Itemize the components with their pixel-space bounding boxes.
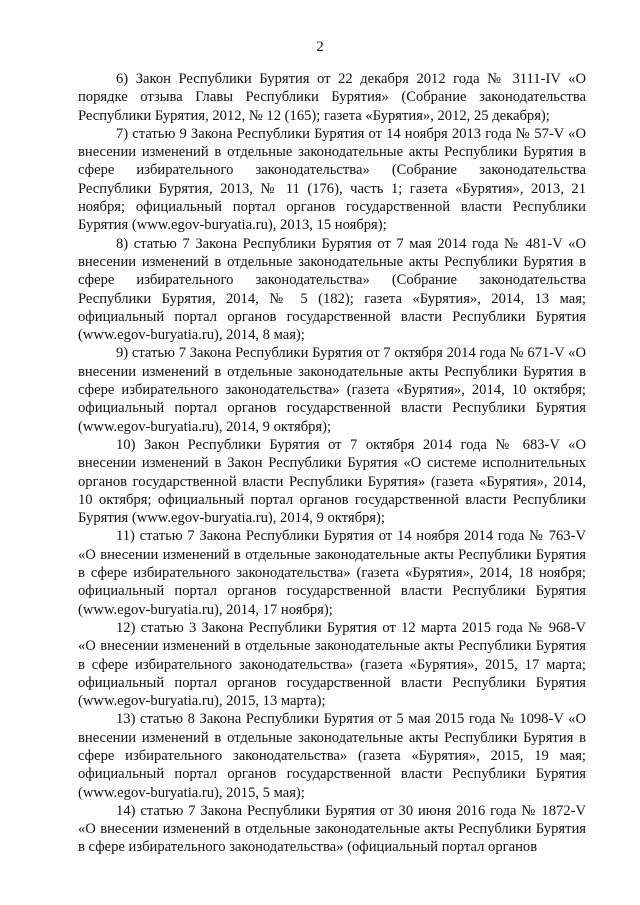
list-item-12: 12) статью 3 Закона Республики Бурятия от 12 марта 2015 года № 968-V «О внесении изменений в отдельные законодательные акты Республики Бурятия в сфере избирательного законодательства» (газета «Бурятия», 2015, 17 марта; официальный портал органов государственной власти Республики Бурятия (www.egov-buryatia.ru), 2015, 13 марта); bbox=[78, 619, 586, 710]
list-item-10: 10) Закон Республики Бурятия от 7 октября 2014 года № 683-V «О внесении изменений в Закон Республики Бурятия «О системе исполнительных органов государственной власти Республики Бурятия» (газета «Бурятия», 2014, 10 октября; официальный портал органов государственной власти Республики Бурятия (www.egov-buryatia.ru), 2014, 9 октября); bbox=[78, 436, 586, 527]
list-item-9: 9) статью 7 Закона Республики Бурятия от 7 октября 2014 года № 671-V «О внесении изменений в отдельные законодательные акты Республики Бурятия в сфере избирательного законодательства» (газета «Бурятия», 2014, 10 октября; официальный портал органов государственной власти Республики Бурятия (www.egov-buryatia.ru), 2014, 9 октября); bbox=[78, 345, 586, 435]
list-item-7: 7) статью 9 Закона Республики Бурятия от 14 ноября 2013 года № 57-V «О внесении изменений в отдельные законодательные акты Республики Бурятия в сфере избирательного законодательства» (Собрание законодательства Республики Бурятия, 2013, № 11 (176), часть 1; газета «Бурятия», 2013, 21 ноября; официальный портал органов государственной власти Республики Бурятия (www.egov-buryatia.ru), 2013, 15 ноября); bbox=[78, 125, 586, 234]
list-item-6: 6) Закон Республики Бурятия от 22 декабря 2012 года № 3111-IV «О порядке отзыва Главы Республики Бурятия» (Собрание законодательства Республики Бурятия, 2012, № 12 (165); газета «Бурятия», 2012, 25 декабря); bbox=[78, 71, 586, 124]
page-number: 2 bbox=[316, 39, 324, 55]
list-item-14: 14) статью 7 Закона Республики Бурятия от 30 июня 2016 года № 1872-V «О внесении изменений в отдельные законодательные акты Республики Бурятия в сфере избирательного законодательства» (официальный портал органов bbox=[78, 802, 586, 856]
list-item-11: 11) статью 7 Закона Республики Бурятия от 14 ноября 2014 года № 763-V «О внесении изменений в отдельные законодательные акты Республики Бурятия в сфере избирательного законодательства» (газета «Бурятия», 2014, 18 ноября; официальный портал органов государственной власти Республики Бурятия (www.egov-buryatia.ru), 2014, 17 ноября); bbox=[78, 528, 586, 618]
list-item-8: 8) статью 7 Закона Республики Бурятия от 7 мая 2014 года № 481-V «О внесении изменений в отдельные законодательные акты Республики Бурятия в сфере избирательного законодательства» (Собрание законодательства Республики Бурятия, 2014, № 5 (182); газета «Бурятия», 2014, 13 мая; официальный портал органов государственной власти Республики Бурятия (www.egov-buryatia.ru), 2014, 8 мая); bbox=[78, 235, 586, 344]
document-body bbox=[78, 70, 586, 857]
list-item-13: 13) статью 8 Закона Республики Бурятия от 5 мая 2015 года № 1098-V «О внесении изменений в отдельные законодательные акты Республики Бурятия в сфере избирательного законодательства» (газета «Бурятия», 2015, 19 мая; официальный портал органов государственной власти Республики Бурятия (www.egov-buryatia.ru), 2015, 5 мая); bbox=[78, 711, 586, 801]
